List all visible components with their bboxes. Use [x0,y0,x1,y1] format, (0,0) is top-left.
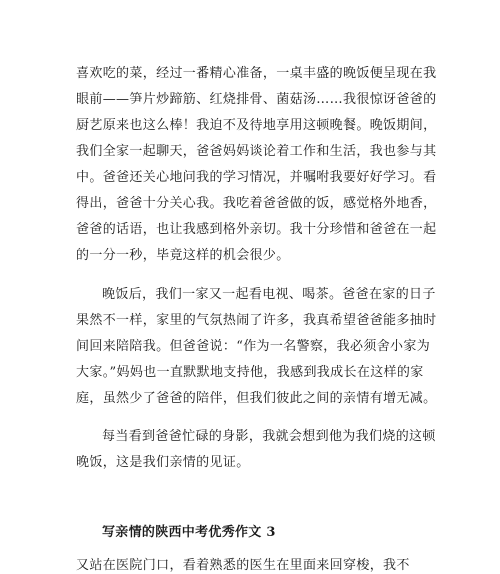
paragraph-3-line-2: 晚饭，这是我们亲情的见证。 [76,455,250,470]
paragraph-1-line-2: 眼前——笋片炒蹄筋、红烧排骨、菌菇汤……我很惊讶爸爸的 [76,92,437,107]
paragraph-1-line-5: 中。爸爸还关心地问我的学习情况，并嘱咐我要好好学习。看 [76,170,437,185]
paragraph-2-line-1: 晚饭后，我们一家又一起看电视、喝茶。爸爸在家的日子 [102,287,436,302]
clipped-next-line: 又站在医院门口，看着熟悉的医生在里面来回穿梭，我不 [76,558,410,573]
paragraph-1-line-1: 喜欢吃的菜，经过一番精心准备，一桌丰盛的晚饭便呈现在我 [76,66,437,81]
paragraph-1-line-7: 爸爸的话语，也让我感到格外亲切。我十分珍惜和爸爸在一起 [76,222,437,237]
section-heading: 写亲情的陕西中考优秀作文 3 [102,525,276,540]
paragraph-3-line-1: 每当看到爸爸忙碌的身影，我就会想到他为我们烧的这顿 [102,429,436,444]
paragraph-1-line-3: 厨艺原来也这么棒！我迫不及待地享用这顿晚餐。晚饭期间， [76,118,437,133]
paragraph-1-line-8: 的一分一秒，毕竟这样的机会很少。 [76,248,290,263]
paragraph-1-line-4: 我们全家一起聊天，爸爸妈妈谈论着工作和生活，我也参与其 [76,144,437,159]
paragraph-2-line-2: 果然不一样，家里的气氛热闹了许多，我真希望爸爸能多抽时 [76,313,437,328]
paragraph-1-line-6: 得出，爸爸十分关心我。我吃着爸爸做的饭，感觉格外地香， [76,196,437,211]
paragraph-2-line-5: 庭，虽然少了爸爸的陪伴，但我们彼此之间的亲情有增无减。 [76,391,437,406]
paragraph-2-line-3: 间回来陪陪我。但爸爸说：“作为一名警察，我必须舍小家为 [76,339,431,354]
paragraph-2-line-4: 大家。”妈妈也一直默默地支持他，我感到我成长在这样的家 [76,365,424,380]
